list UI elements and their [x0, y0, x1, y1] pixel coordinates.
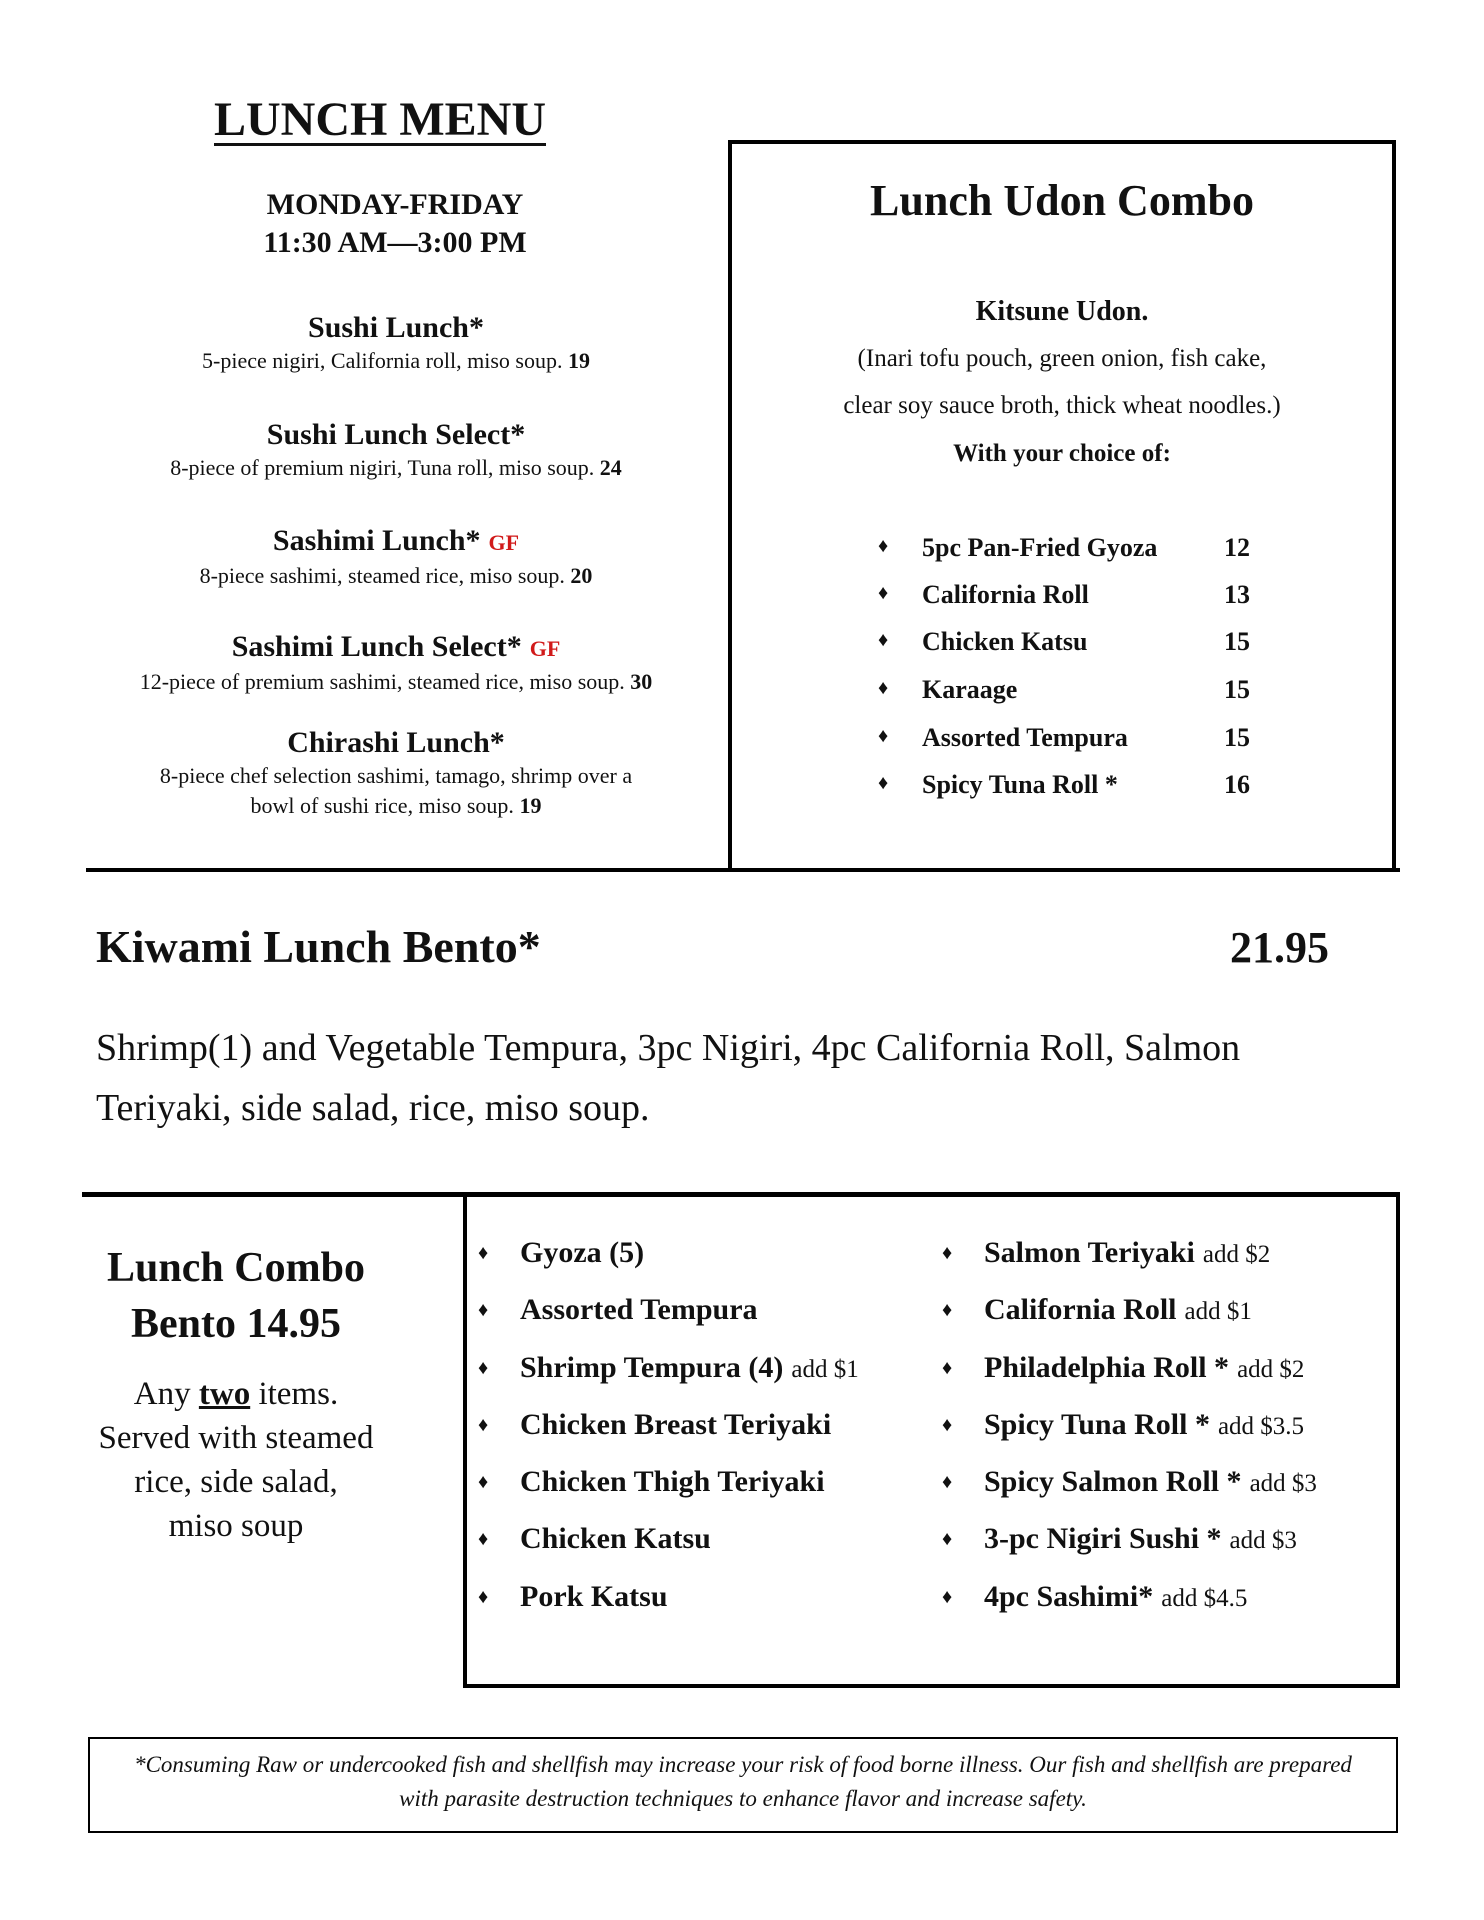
option-upcharge: add $1 — [791, 1356, 859, 1383]
raw-food-notice — [96, 1748, 1390, 1816]
combo-description — [66, 1372, 406, 1548]
udon-option — [878, 675, 1278, 715]
combo-option — [942, 1293, 1392, 1343]
combo-title-line-2: Bento 14.95 — [131, 1301, 341, 1347]
diamond-bullet-icon: ♦ — [478, 1414, 489, 1436]
option-price: 15 — [1224, 675, 1250, 704]
menu-item-sashimi-lunch-select — [86, 629, 706, 697]
combo-desc-count: two — [198, 1376, 251, 1412]
option-name: Karaage — [922, 675, 1018, 704]
option-price: 15 — [1224, 627, 1250, 656]
option-name: Chicken Katsu — [520, 1522, 711, 1555]
diamond-bullet-icon: ♦ — [478, 1586, 489, 1608]
item-price: 20 — [570, 563, 593, 588]
item-price: 19 — [568, 348, 590, 373]
option-name: 5pc Pan-Fried Gyoza — [922, 533, 1158, 562]
option-upcharge: add $4.5 — [1161, 1585, 1248, 1612]
item-desc: 5-piece nigiri, California roll, miso soup. — [202, 348, 563, 373]
combo-option — [478, 1408, 918, 1458]
udon-combo-title: Lunch Udon Combo — [870, 176, 1254, 225]
combo-option — [478, 1293, 918, 1343]
udon-option — [878, 723, 1278, 763]
udon-choice-label: With your choice of: — [953, 440, 1171, 467]
gluten-free-badge: GF — [488, 530, 520, 555]
diamond-bullet-icon: ♦ — [942, 1471, 953, 1493]
bento-title: Kiwami Lunch Bento* — [96, 921, 541, 972]
section-divider — [86, 868, 1400, 872]
diamond-bullet-icon: ♦ — [878, 677, 889, 699]
item-desc: 8-piece sashimi, steamed rice, miso soup. — [199, 563, 565, 588]
option-name: 3-pc Nigiri Sushi * — [984, 1522, 1222, 1555]
option-name: 4pc Sashimi* — [984, 1580, 1154, 1613]
option-name: Pork Katsu — [520, 1580, 668, 1613]
combo-title — [76, 1240, 396, 1352]
gluten-free-badge: GF — [529, 636, 561, 661]
bento-price: 21.95 — [1230, 923, 1329, 972]
combo-desc-line-4: miso soup — [168, 1508, 304, 1544]
diamond-bullet-icon: ♦ — [878, 772, 889, 794]
option-upcharge: add $3 — [1249, 1470, 1317, 1497]
diamond-bullet-icon: ♦ — [878, 535, 889, 557]
combo-option — [478, 1351, 918, 1401]
diamond-bullet-icon: ♦ — [478, 1471, 489, 1493]
item-price: 24 — [599, 455, 622, 480]
option-name: Assorted Tempura — [922, 723, 1128, 752]
bento-desc-line-2: Teriyaki, side salad, rice, miso soup. — [96, 1087, 650, 1129]
combo-option — [942, 1465, 1392, 1515]
menu-item-sushi-lunch — [86, 310, 706, 376]
option-name: Assorted Tempura — [520, 1293, 758, 1326]
option-name: Chicken Katsu — [922, 627, 1088, 656]
option-price: 16 — [1224, 770, 1250, 799]
item-name: Sushi Lunch Select* — [266, 418, 526, 451]
menu-title: LUNCH MENU — [214, 93, 546, 146]
diamond-bullet-icon: ♦ — [942, 1586, 953, 1608]
item-price: 30 — [630, 669, 653, 694]
option-price: 12 — [1224, 533, 1250, 562]
item-price: 19 — [519, 793, 542, 818]
udon-desc-line-1: (Inari tofu pouch, green onion, fish cake, — [857, 345, 1267, 372]
menu-item-chirashi-lunch — [86, 725, 706, 821]
item-name: Chirashi Lunch* — [287, 726, 505, 759]
option-name: Shrimp Tempura (4) — [520, 1351, 784, 1384]
combo-option — [478, 1522, 918, 1572]
option-name: Spicy Tuna Roll * — [922, 770, 1118, 799]
menu-item-sushi-lunch-select — [86, 417, 706, 483]
option-name: Gyoza (5) — [520, 1236, 645, 1269]
item-desc: 8-piece of premium nigiri, Tuna roll, miso soup. — [170, 455, 595, 480]
udon-option — [878, 580, 1278, 620]
bento-desc-line-1: Shrimp(1) and Vegetable Tempura, 3pc Nigiri, 4pc California Roll, Salmon — [96, 1027, 1241, 1069]
lunch-days: MONDAY-FRIDAY — [266, 188, 524, 221]
option-name: Salmon Teriyaki — [984, 1236, 1195, 1269]
diamond-bullet-icon: ♦ — [942, 1242, 953, 1264]
option-name: Spicy Salmon Roll * — [984, 1465, 1242, 1498]
notice-line-2: with parasite destruction techniques to enhance flavor and increase safety. — [399, 1786, 1087, 1811]
option-price: 13 — [1224, 580, 1250, 609]
option-name: California Roll — [922, 580, 1089, 609]
option-upcharge: add $1 — [1184, 1298, 1252, 1325]
item-name: Sushi Lunch* — [308, 311, 484, 344]
item-desc: 12-piece of premium sashimi, steamed rice, miso soup. — [139, 669, 625, 694]
diamond-bullet-icon: ♦ — [942, 1528, 953, 1550]
option-upcharge: add $2 — [1237, 1356, 1305, 1383]
diamond-bullet-icon: ♦ — [478, 1357, 489, 1379]
combo-option — [942, 1580, 1392, 1630]
lunch-hours — [200, 186, 590, 262]
combo-option — [942, 1236, 1392, 1286]
udon-option — [878, 770, 1278, 810]
combo-title-line-1: Lunch Combo — [107, 1245, 365, 1291]
option-name: Philadelphia Roll * — [984, 1351, 1230, 1384]
item-desc-line-2: bowl of sushi rice, miso soup. — [250, 793, 514, 818]
notice-line-1: *Consuming Raw or undercooked fish and shellfish may increase your risk of food borne illness. Our fish and shellfish are prepared — [134, 1752, 1352, 1777]
diamond-bullet-icon: ♦ — [942, 1357, 953, 1379]
diamond-bullet-icon: ♦ — [942, 1299, 953, 1321]
item-desc-line-1: 8-piece chef selection sashimi, tamago, shrimp over a — [159, 763, 633, 788]
combo-option — [942, 1408, 1392, 1458]
diamond-bullet-icon: ♦ — [478, 1299, 489, 1321]
diamond-bullet-icon: ♦ — [478, 1528, 489, 1550]
option-upcharge: add $3 — [1229, 1527, 1297, 1554]
udon-option — [878, 627, 1278, 667]
combo-option — [942, 1522, 1392, 1572]
combo-option — [478, 1465, 918, 1515]
combo-option — [942, 1351, 1392, 1401]
option-name: Chicken Thigh Teriyaki — [520, 1465, 825, 1498]
option-upcharge: add $3.5 — [1217, 1413, 1305, 1440]
diamond-bullet-icon: ♦ — [878, 629, 889, 651]
combo-desc-post: items. — [250, 1376, 339, 1412]
option-price: 15 — [1224, 723, 1250, 752]
bento-description — [96, 1018, 1396, 1138]
udon-name: Kitsune Udon. — [975, 296, 1149, 327]
diamond-bullet-icon: ♦ — [478, 1242, 489, 1264]
diamond-bullet-icon: ♦ — [878, 582, 889, 604]
item-name: Sashimi Lunch* — [272, 524, 481, 557]
item-name: Sashimi Lunch Select* — [231, 630, 522, 663]
combo-desc-pre: Any — [133, 1376, 199, 1412]
combo-desc-line-3: rice, side salad, — [134, 1464, 338, 1500]
option-name: Spicy Tuna Roll * — [984, 1408, 1210, 1441]
diamond-bullet-icon: ♦ — [878, 725, 889, 747]
option-name: Chicken Breast Teriyaki — [520, 1408, 832, 1441]
option-upcharge: add $2 — [1202, 1241, 1271, 1268]
combo-option — [478, 1580, 918, 1630]
menu-item-sashimi-lunch — [86, 523, 706, 591]
lunch-time: 11:30 AM—3:00 PM — [263, 226, 527, 259]
udon-desc-line-2: clear soy sauce broth, thick wheat noodles.) — [843, 392, 1281, 419]
option-name: California Roll — [984, 1293, 1177, 1326]
udon-option — [878, 533, 1278, 573]
combo-option — [478, 1236, 918, 1286]
diamond-bullet-icon: ♦ — [942, 1414, 953, 1436]
combo-desc-line-2: Served with steamed — [98, 1420, 374, 1456]
